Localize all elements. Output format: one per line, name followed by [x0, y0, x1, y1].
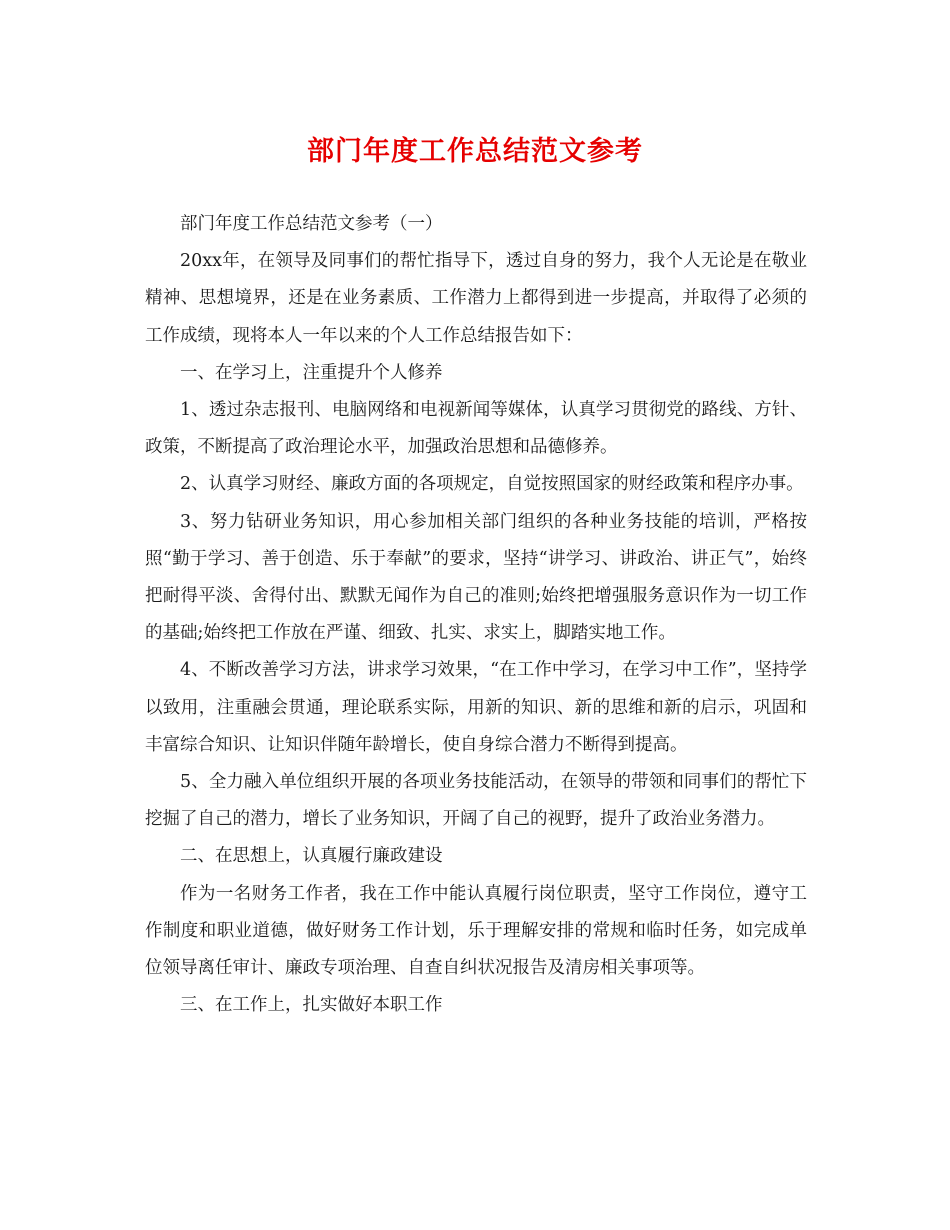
paragraph-subtitle: 部门年度工作总结范文参考（一）	[180, 214, 443, 234]
paragraph-intro: 20xx年，在领导及同事们的帮忙指导下，透过自身的努力，我个人无论是在敬业精神、思想境界，还是在业务素质、工作潜力上都得到进一步提高，并取得了必须的工作成绩，现将本人一年以来的个人工作总结报告如下：	[145, 251, 807, 346]
paragraph-item-5: 5、全力融入单位组织开展的各项业务技能活动，在领导的带领和同事们的帮忙下挖掘了自己的潜力，增长了业务知识，开阔了自己的视野，提升了政治业务潜力。	[145, 772, 807, 830]
paragraph-item-4: 4、不断改善学习方法，讲求学习效果，“在工作中学习，在学习中工作”，坚持学以致用，注重融会贯通，理论联系实际，用新的知识、新的思维和新的启示，巩固和丰富综合知识、让知识伴随年龄增长，使自身综合潜力不断得到提高。	[145, 660, 807, 755]
document-title: 部门年度工作总结范文参考	[307, 136, 643, 167]
paragraph-item-2: 2、认真学习财经、廉政方面的各项规定，自觉按照国家的财经政策和程序办事。	[180, 474, 804, 495]
document-body	[145, 206, 807, 1024]
paragraph-item-1: 1、透过杂志报刊、电脑网络和电视新闻等媒体，认真学习贯彻党的路线、方针、政策，不断提高了政治理论水平，加强政治思想和品德修养。	[145, 400, 807, 458]
section-heading-thought: 二、在思想上，认真履行廉政建设	[180, 846, 443, 867]
paragraph-item-3: 3、努力钻研业务知识，用心参加相关部门组织的各种业务技能的培训，严格按照“勤于学习、善于创造、乐于奉献”的要求，坚持“讲学习、讲政治、讲正气”，始终把耐得平淡、舍得付出、默默无闻作为自己的准则;始终把增强服务意识作为一切工作的基础;始终把工作放在严谨、细致、扎实、求实上，脚踏实地工作。	[145, 511, 807, 644]
section-heading-work: 三、在工作上，扎实做好本职工作	[180, 995, 443, 1016]
paragraph-thought: 作为一名财务工作者，我在工作中能认真履行岗位职责，坚守工作岗位，遵守工作制度和职业道德，做好财务工作计划，乐于理解安排的常规和临时任务，如完成单位领导离任审计、廉政专项治理、自查自纠状况报告及清房相关事项等。	[145, 883, 807, 979]
section-heading-study: 一、在学习上，注重提升个人修养	[180, 362, 443, 383]
